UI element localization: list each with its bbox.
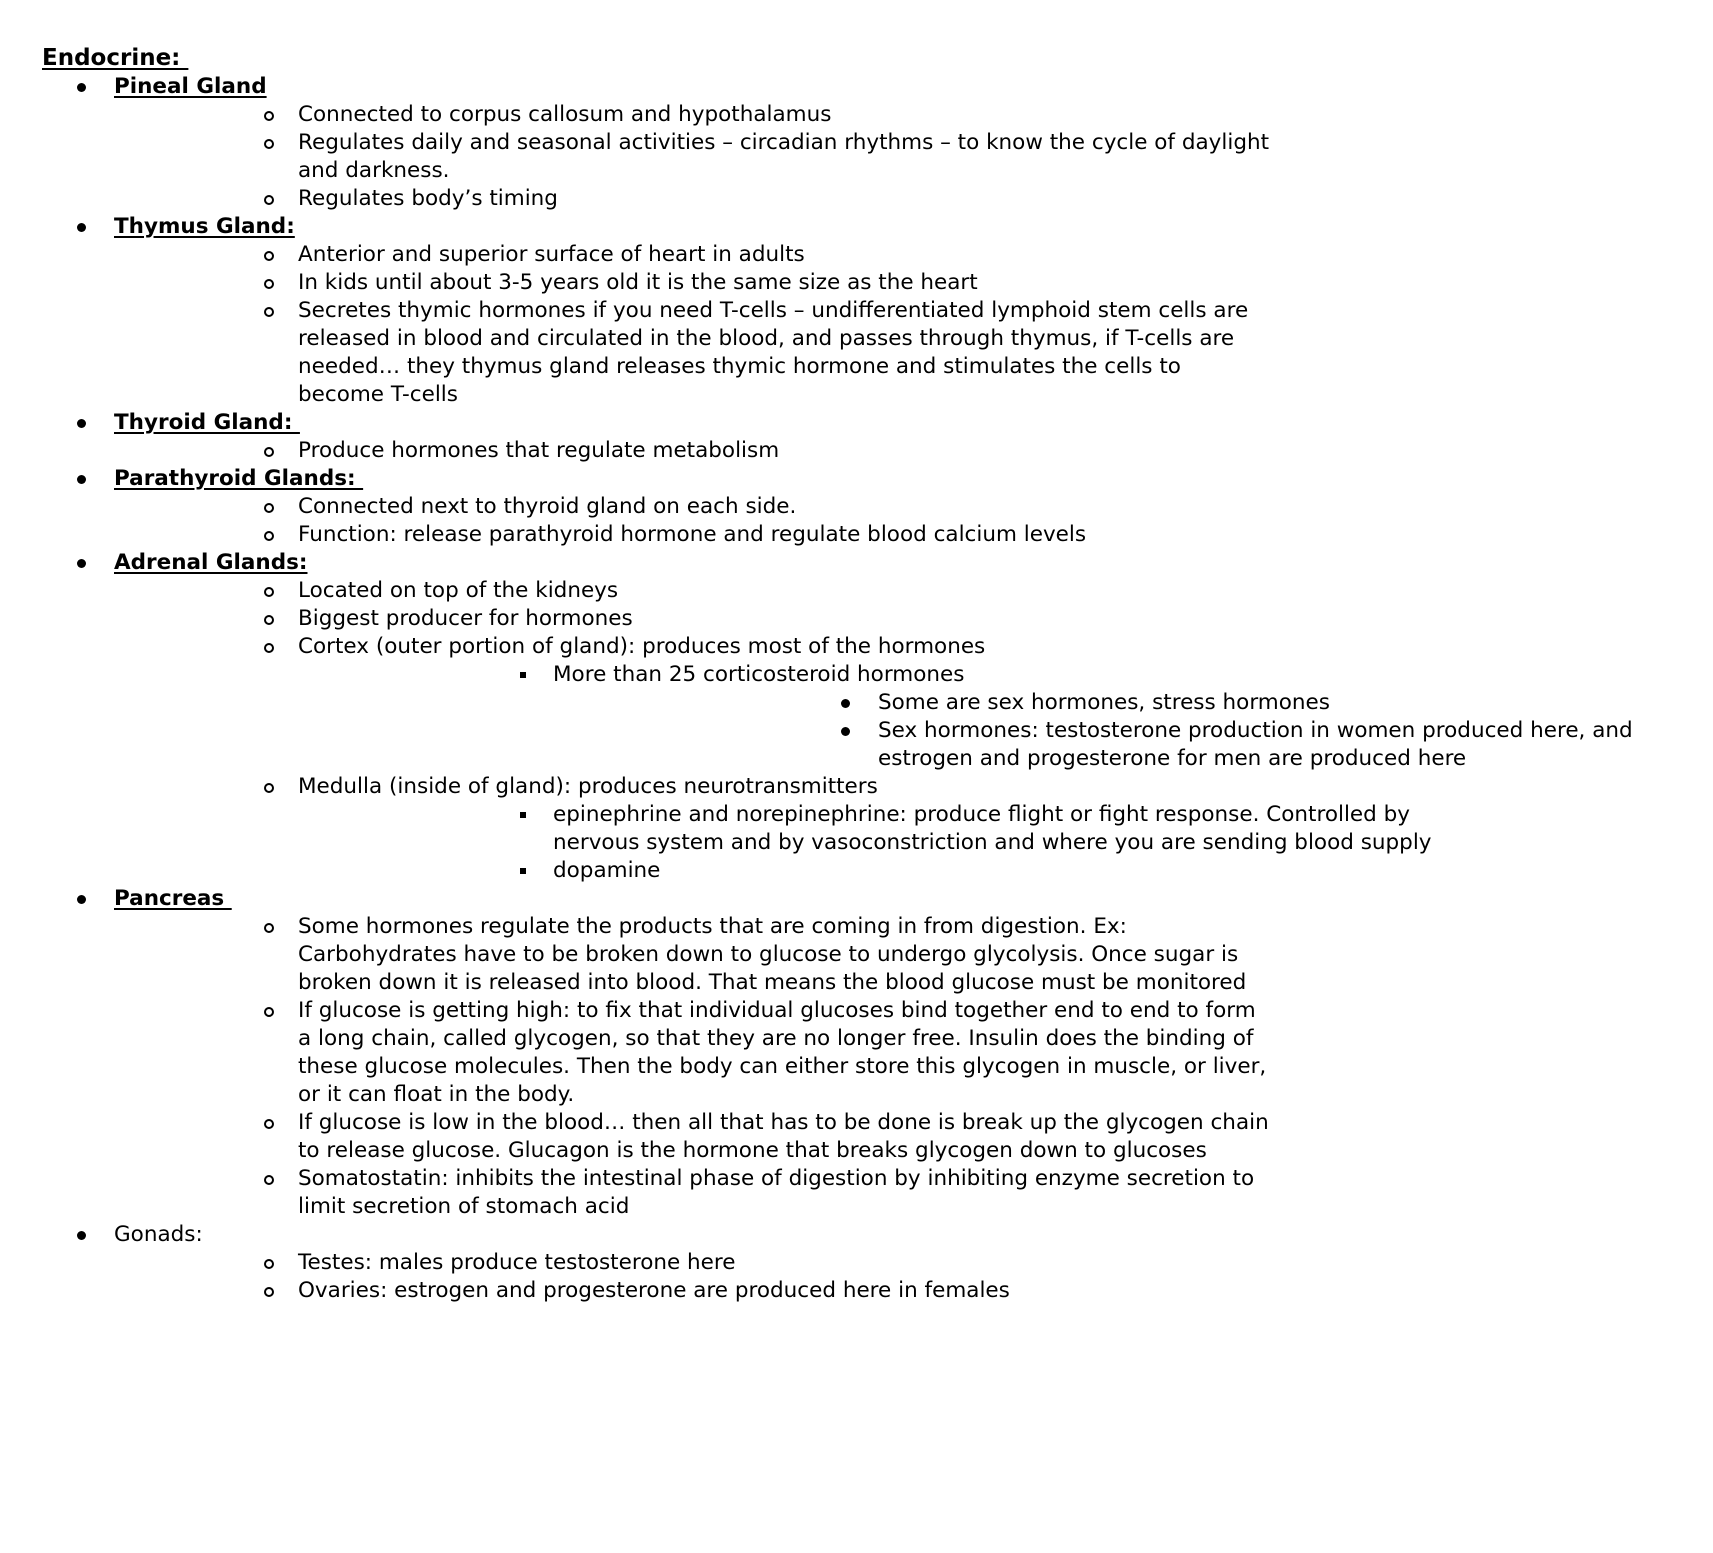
bullet-circle-icon bbox=[264, 111, 274, 121]
list-item bbox=[114, 1249, 1200, 1277]
bullet-circle-icon bbox=[264, 615, 274, 625]
list-item bbox=[298, 661, 1633, 773]
sub-list bbox=[114, 493, 1200, 549]
bullet-square-icon bbox=[520, 672, 526, 678]
section-heading: Adrenal Glands: bbox=[114, 550, 308, 575]
list-item bbox=[553, 717, 1633, 773]
bullet-disc-icon bbox=[841, 699, 850, 708]
bullet-circle-icon bbox=[264, 1119, 274, 1129]
bullet-disc-icon bbox=[77, 895, 86, 904]
section-heading: Pancreas bbox=[114, 886, 232, 911]
list-item-text: Connected next to thyroid gland on each side. bbox=[298, 494, 797, 519]
bullet-circle-icon bbox=[264, 1175, 274, 1185]
bullet-disc-icon bbox=[841, 727, 850, 736]
bullet-square-icon bbox=[520, 868, 526, 874]
bullet-circle-icon bbox=[264, 1259, 274, 1269]
bullet-circle-icon bbox=[264, 139, 274, 149]
bullet-circle-icon bbox=[264, 1007, 274, 1017]
list-item-text: Regulates body’s timing bbox=[298, 186, 558, 211]
list-item-text: epinephrine and norepinephrine: produce flight or fight response. Controlled by nervous system and by vasoconstriction and where you are sending blood supply bbox=[553, 802, 1432, 855]
bullet-circle-icon bbox=[264, 503, 274, 513]
list-item bbox=[114, 185, 1200, 213]
bullet-disc-icon bbox=[77, 475, 86, 484]
list-item bbox=[114, 101, 1200, 129]
section-gonads bbox=[0, 1221, 1200, 1305]
list-item-text: Cortex (outer portion of gland): produces most of the hormones bbox=[298, 634, 986, 659]
list-item bbox=[114, 913, 1247, 997]
outline-list bbox=[0, 73, 1633, 1305]
bullet-circle-icon bbox=[264, 923, 274, 933]
bullet-disc-icon bbox=[77, 83, 86, 92]
list-item bbox=[114, 521, 1200, 549]
section-heading: Thyroid Gland: bbox=[114, 410, 300, 435]
list-item-text: Anterior and superior surface of heart in adults bbox=[298, 242, 805, 267]
sub-list bbox=[114, 913, 1269, 1221]
section-thyroid-gland bbox=[0, 409, 1200, 465]
bullet-disc-icon bbox=[77, 419, 86, 428]
bullet-circle-icon bbox=[264, 447, 274, 457]
list-item bbox=[298, 801, 1432, 857]
list-item bbox=[114, 997, 1267, 1109]
bullet-circle-icon bbox=[264, 783, 274, 793]
list-item bbox=[114, 1277, 1200, 1305]
list-item bbox=[114, 269, 1200, 297]
bullet-disc-icon bbox=[77, 223, 86, 232]
list-item-text: Connected to corpus callosum and hypothalamus bbox=[298, 102, 832, 127]
list-item-text: Some are sex hormones, stress hormones bbox=[878, 690, 1330, 715]
list-item-text: Located on top of the kidneys bbox=[298, 578, 619, 603]
bullet-circle-icon bbox=[264, 643, 274, 653]
list-item-text: Biggest producer for hormones bbox=[298, 606, 633, 631]
list-item bbox=[114, 577, 1200, 605]
list-item-text: Sex hormones: testosterone production in women produced here, and estrogen and progesterone for men are produced here bbox=[878, 718, 1633, 771]
bullet-circle-icon bbox=[264, 251, 274, 261]
bullet-circle-icon bbox=[264, 195, 274, 205]
section-heading: Thymus Gland: bbox=[114, 214, 295, 239]
bullet-disc-icon bbox=[77, 1231, 86, 1240]
bullet-disc-icon bbox=[77, 559, 86, 568]
list-item-text: Function: release parathyroid hormone and regulate blood calcium levels bbox=[298, 522, 1087, 547]
list-item-text: Ovaries: estrogen and progesterone are produced here in females bbox=[298, 1278, 1010, 1303]
list-item bbox=[114, 437, 1200, 465]
list-item bbox=[114, 493, 1200, 521]
list-item-cortex bbox=[114, 633, 1633, 773]
list-item bbox=[553, 689, 1330, 717]
list-item bbox=[114, 1165, 1255, 1221]
list-item-text: If glucose is getting high: to fix that individual glucoses bind together end to end to form a long chain, called glycogen, so that they are no longer free. Insulin does the binding of these glucose molecules. Then the body can either store this glycogen in muscle, or liver, or it can float in the body. bbox=[298, 998, 1267, 1107]
list-item-text: Produce hormones that regulate metabolism bbox=[298, 438, 780, 463]
list-item-medulla bbox=[114, 773, 1432, 885]
list-item-text: Some hormones regulate the products that are coming in from digestion. Ex: Carbohydrates have to be broken down to glucose to undergo glycolysis. Once sugar is broken down it is released into blood. That means the blood glucose must be monitored bbox=[298, 914, 1247, 995]
sub-list bbox=[553, 689, 1633, 773]
sub-list bbox=[298, 661, 1633, 773]
section-pineal-gland bbox=[0, 73, 1270, 213]
document-title: Endocrine: bbox=[42, 45, 189, 71]
list-item-text: Testes: males produce testosterone here bbox=[298, 1250, 736, 1275]
list-item bbox=[114, 605, 1200, 633]
section-thymus-gland bbox=[0, 213, 1249, 409]
section-heading: Parathyroid Glands: bbox=[114, 466, 364, 491]
section-heading-plain: Gonads: bbox=[114, 1222, 203, 1247]
list-item bbox=[114, 129, 1270, 185]
bullet-circle-icon bbox=[264, 1287, 274, 1297]
section-pancreas bbox=[0, 885, 1269, 1221]
section-parathyroid-glands bbox=[0, 465, 1200, 549]
bullet-circle-icon bbox=[264, 587, 274, 597]
sub-list bbox=[114, 101, 1270, 213]
sub-list bbox=[114, 1249, 1200, 1305]
bullet-circle-icon bbox=[264, 307, 274, 317]
list-item-text: More than 25 corticosteroid hormones bbox=[553, 662, 965, 687]
list-item-text: If glucose is low in the blood… then all that has to be done is break up the glycogen chain to release glucose. Glucagon is the hormone that breaks glycogen down to glucoses bbox=[298, 1110, 1269, 1163]
bullet-circle-icon bbox=[264, 531, 274, 541]
list-item bbox=[114, 1109, 1269, 1165]
section-heading: Pineal Gland bbox=[114, 74, 267, 99]
list-item-text: dopamine bbox=[553, 858, 661, 883]
list-item bbox=[298, 857, 1200, 885]
sub-list bbox=[114, 241, 1249, 409]
list-item-text: Regulates daily and seasonal activities – circadian rhythms – to know the cycle of daylight and darkness. bbox=[298, 130, 1270, 183]
section-adrenal-glands bbox=[0, 549, 1633, 885]
list-item bbox=[114, 241, 1200, 269]
bullet-square-icon bbox=[520, 812, 526, 818]
list-item-text: Medulla (inside of gland): produces neurotransmitters bbox=[298, 774, 878, 799]
sub-list bbox=[114, 577, 1633, 885]
list-item-text: In kids until about 3-5 years old it is the same size as the heart bbox=[298, 270, 978, 295]
list-item-text: Somatostatin: inhibits the intestinal phase of digestion by inhibiting enzyme secretion to limit secretion of stomach acid bbox=[298, 1166, 1255, 1219]
bullet-circle-icon bbox=[264, 279, 274, 289]
list-item bbox=[114, 297, 1249, 409]
sub-list bbox=[114, 437, 1200, 465]
sub-list bbox=[298, 801, 1432, 885]
list-item-text: Secretes thymic hormones if you need T-cells – undifferentiated lymphoid stem cells are released in blood and circulated in the blood, and passes through thymus, if T-cells are needed… they thymus gland releases thymic hormone and stimulates the cells to become T-cells bbox=[298, 298, 1249, 407]
